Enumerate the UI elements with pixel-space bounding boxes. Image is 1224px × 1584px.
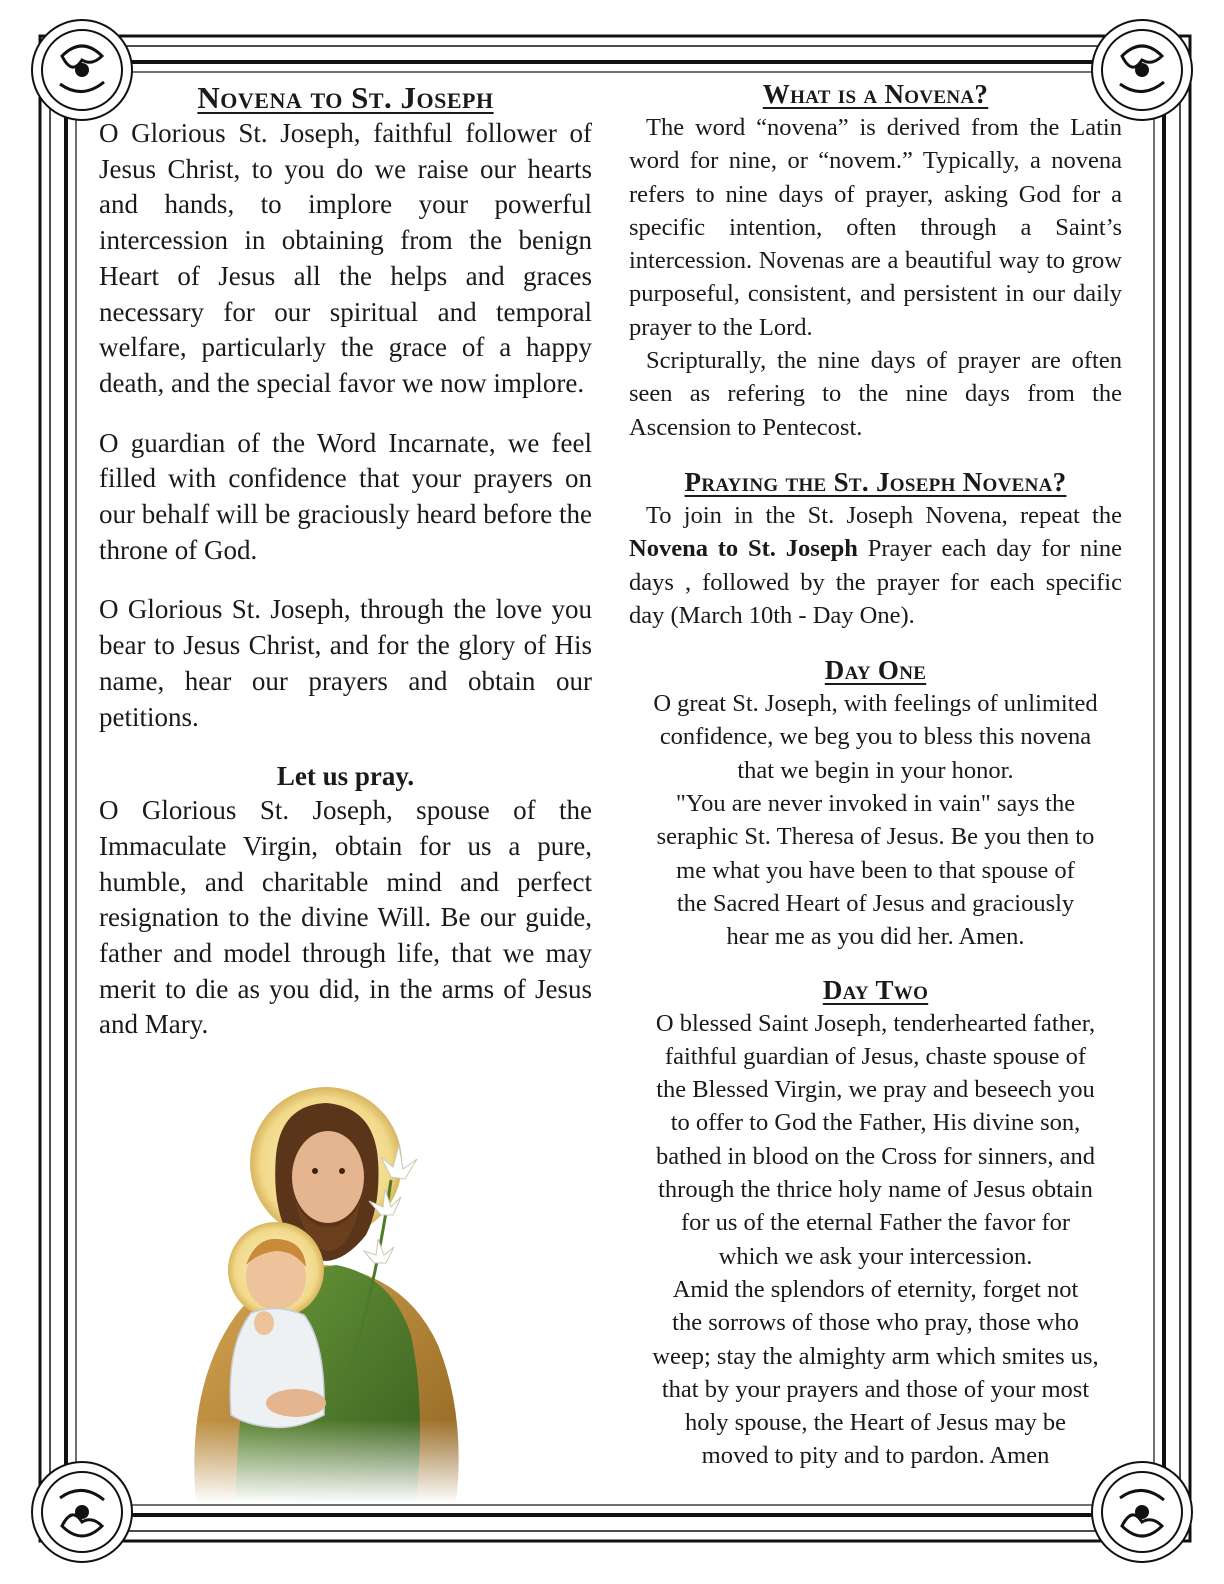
day-one-heading: Day One xyxy=(824,655,927,686)
day-two-line: weep; stay the almighty arm which smites us, xyxy=(652,1342,1099,1370)
day-one-line: seraphic St. Theresa of Jesus. Be you then to xyxy=(656,823,1095,851)
day-two-line: moved to pity and to pardon. Amen xyxy=(701,1442,1050,1470)
praying-novena-paragraph: To join in the St. Joseph Novena, repeat the Novena to St. Joseph Prayer each day for nine days , followed by the prayer for each specific day (March 10th - Day One). xyxy=(629,501,1123,629)
right-column xyxy=(629,78,1122,1473)
day-two-line: that by your prayers and those of your most xyxy=(661,1375,1090,1403)
day-two-line: O blessed Saint Joseph, tenderhearted father, xyxy=(655,1009,1096,1037)
day-two-line: which we ask your intercession. xyxy=(718,1242,1033,1270)
day-one-line: confidence, we beg you to bless this novena xyxy=(659,723,1092,751)
novena-prayer-name: Novena to St. Joseph xyxy=(629,535,858,563)
prayer-paragraph-3: O Glorious St. Joseph, through the love you bear to Jesus Christ, and for the glory of His name, hear our prayers and obtain our petitions. xyxy=(99,594,592,732)
prayer-paragraph-2: O guardian of the Word Incarnate, we feel filled with confidence that your prayers on our behalf will be graciously heard before the throne of God. xyxy=(99,427,592,565)
day-two-line: the Blessed Virgin, we pray and beseech you xyxy=(656,1076,1095,1104)
day-one-line: hear me as you did her. Amen. xyxy=(726,923,1025,951)
closing-prayer: O Glorious St. Joseph, spouse of the Immaculate Virgin, obtain for us a pure, humble, and charitable mind and perfect resignation to the divine Will. Be our guide, father and model through life, that we may merit to die as you did, in the arms of Jesus and Mary. xyxy=(99,795,592,1040)
day-one-prayer xyxy=(629,687,1122,953)
day-one-line: "You are never invoked in vain" says the xyxy=(675,790,1076,818)
day-one-line: the Sacred Heart of Jesus and graciously xyxy=(676,889,1075,917)
what-is-novena-heading: What is a Novena? xyxy=(762,79,989,109)
day-two-line: to offer to God the Father, His divine son, xyxy=(670,1109,1081,1137)
day-two-line: for us of the eternal Father the favor for xyxy=(680,1209,1071,1237)
prayer-paragraph-1: O Glorious St. Joseph, faithful follower of Jesus Christ, to you do we raise our hearts and hands, to implore your powerful intercession in obtaining from the benign Heart of Jesus all the helps and graces necessary for our spiritual and temporal welfare, particularly the grace of a happy death, and the special favor we now implore. xyxy=(99,118,592,398)
day-two-line: the sorrows of those who pray, those who xyxy=(672,1309,1079,1337)
day-one-line: me what you have been to that spouse of xyxy=(676,856,1075,884)
what-is-novena-paragraph-2: Scripturally, the nine days of prayer are often seen as refering to the nine days from the Ascension to Pentecost. xyxy=(629,347,1122,441)
left-column xyxy=(99,80,592,1043)
day-two-line: faithful guardian of Jesus, chaste spouse of xyxy=(664,1042,1087,1070)
st-joseph-illustration xyxy=(176,1085,468,1503)
corner-ornament-bottom-right xyxy=(1092,1462,1192,1562)
day-one-line: O great St. Joseph, with feelings of unlimited xyxy=(653,690,1098,718)
day-two-prayer xyxy=(629,1007,1122,1473)
corner-ornament-bottom-left xyxy=(32,1462,132,1562)
day-two-heading: Day Two xyxy=(822,974,929,1005)
day-two-line: Amid the splendors of eternity, forget not xyxy=(672,1275,1079,1303)
praying-novena-heading: Praying the St. Joseph Novena? xyxy=(684,466,1067,497)
novena-title: Novena to St. Joseph xyxy=(197,80,494,115)
day-two-line: bathed in blood on the Cross for sinners, and xyxy=(656,1142,1095,1170)
day-two-line: holy spouse, the Heart of Jesus may be xyxy=(684,1409,1067,1437)
what-is-novena-paragraph-1: The word “novena” is derived from the Latin word for nine, or “novem.” Typically, a novena refers to nine days of prayer, asking God for a specific intention, often through a Saint’s intercession. Novenas are a beautiful way to grow purposeful, consistent, and persistent in our daily prayer to the Lord. xyxy=(629,114,1122,341)
let-us-pray-heading: Let us pray. xyxy=(276,761,415,792)
day-one-line: that we begin in your honor. xyxy=(737,756,1014,784)
day-two-line: through the thrice holy name of Jesus obtain xyxy=(658,1176,1093,1204)
